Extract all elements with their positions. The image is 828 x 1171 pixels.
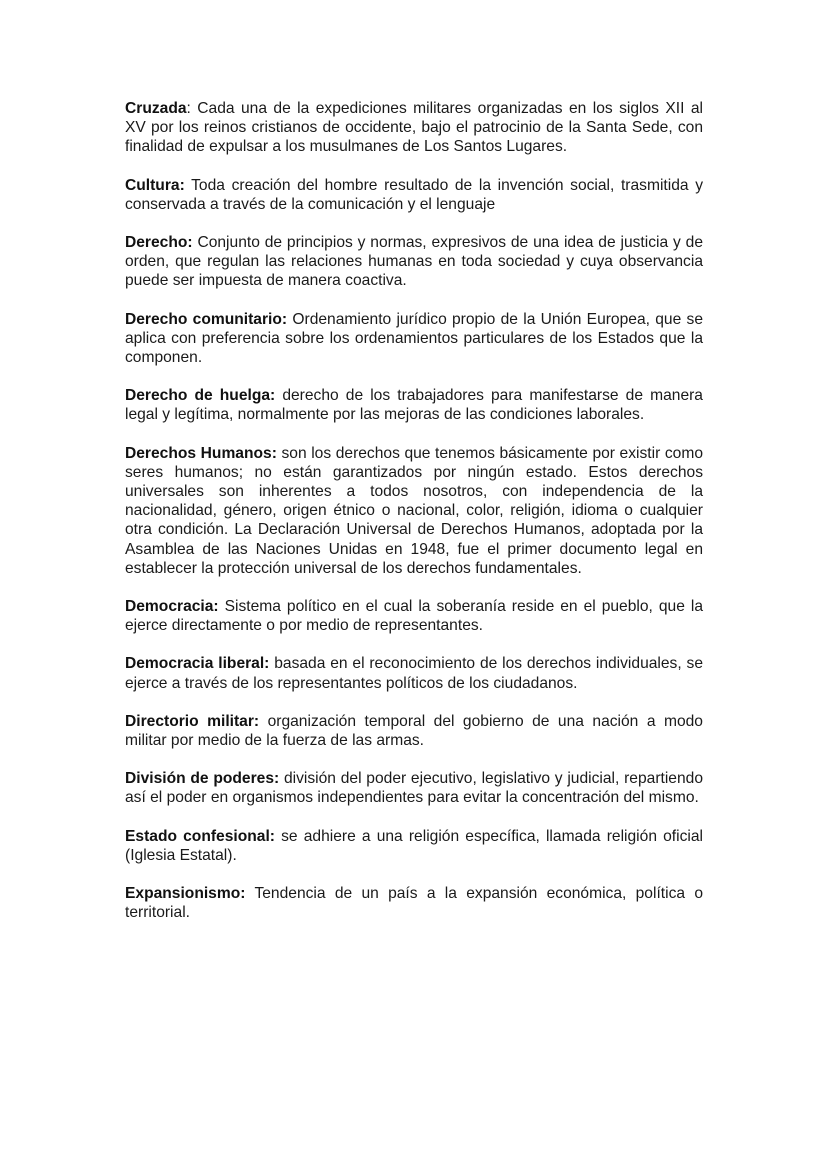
- glossary-term: Cultura:: [125, 176, 185, 194]
- glossary-definition: Ordenamiento jurídico propio de la Unión Europea, que se aplica con preferencia sobre los ordenamientos particulares de los Estados que la componen.: [125, 310, 703, 367]
- glossary-entry-estado-confesional: [125, 827, 703, 865]
- glossary-definition: derecho de los trabajadores para manifestarse de manera legal y legítima, normalmente por las mejoras de las condiciones laborales.: [125, 387, 703, 424]
- glossary-term: Derecho de huelga:: [125, 387, 276, 405]
- glossary-term: Derecho comunitario:: [125, 310, 288, 328]
- glossary-definition: organización temporal del gobierno de una nación a modo militar por medio de la fuerza de las armas.: [125, 712, 703, 750]
- term-separator: :: [186, 100, 191, 117]
- glossary-term: División de poderes:: [125, 770, 280, 788]
- glossary-entry-cruzada: [125, 99, 703, 157]
- glossary-entry-derecho-de-huelga: [125, 386, 703, 424]
- glossary-term: Directorio militar:: [125, 712, 260, 730]
- glossary-page: [125, 99, 703, 942]
- glossary-entry-directorio-militar: [125, 712, 703, 750]
- glossary-entry-expansionismo: [125, 884, 703, 922]
- glossary-entry-democracia: [125, 597, 703, 635]
- glossary-definition: Tendencia de un país a la expansión económica, política o territorial.: [125, 885, 703, 922]
- glossary-entry-derecho: [125, 233, 703, 291]
- glossary-definition: Conjunto de principios y normas, expresivos de una idea de justicia y de orden, que regulan las relaciones humanas en toda sociedad y cuya observancia puede ser impuesta de manera coactiva.: [125, 234, 703, 290]
- glossary-entry-division-de-poderes: [125, 769, 703, 807]
- glossary-definition: son los derechos que tenemos básicamente por existir como seres humanos; no están garantizados por ningún estado. Estos derechos universales son inherentes a todos nosotros, con independencia de la nacionalidad, género, origen étnico o nacional, color, religión, idioma o cualquier otra condición. La Declaración Universal de Derechos Humanos, adoptada por la Asamblea de las Naciones Unidas en 1948, fue el primer documento legal en establecer la protección universal de los derechos fundamentales.: [125, 444, 703, 577]
- glossary-term: Cruzada: [125, 100, 187, 117]
- glossary-term: Derecho:: [125, 234, 193, 252]
- glossary-entry-democracia-liberal: [125, 654, 703, 692]
- glossary-definition: se adhiere a una religión específica, llamada religión oficial (Iglesia Estatal).: [125, 827, 703, 864]
- glossary-definition: basada en el reconocimiento de los derechos individuales, se ejerce a través de los representantes políticos de los ciudadanos.: [125, 655, 703, 692]
- glossary-term: Democracia:: [125, 598, 219, 616]
- glossary-term: Derechos Humanos:: [125, 444, 277, 462]
- glossary-definition: Toda creación del hombre resultado de la invención social, trasmitida y conservada a través de la comunicación y el lenguaje: [125, 176, 703, 213]
- glossary-entry-derechos-humanos: [125, 444, 703, 578]
- glossary-definition: Cada una de la expediciones militares organizadas en los siglos XII al XV por los reinos cristianos de occidente, bajo el patrocinio de la Santa Sede, con finalidad de expulsar a los musulmanes de Los Santos Lugares.: [125, 100, 703, 156]
- glossary-term: Estado confesional:: [125, 827, 275, 845]
- glossary-definition: división del poder ejecutivo, legislativo y judicial, repartiendo así el poder en organismos independientes para evitar la concentración del mismo.: [125, 770, 703, 807]
- glossary-entry-derecho-comunitario: [125, 310, 703, 368]
- glossary-term: Expansionismo:: [125, 885, 246, 903]
- glossary-term: Democracia liberal:: [125, 655, 270, 673]
- glossary-entry-cultura: [125, 176, 703, 214]
- glossary-definition: Sistema político en el cual la soberanía reside en el pueblo, que la ejerce directamente o por medio de representantes.: [125, 598, 703, 635]
